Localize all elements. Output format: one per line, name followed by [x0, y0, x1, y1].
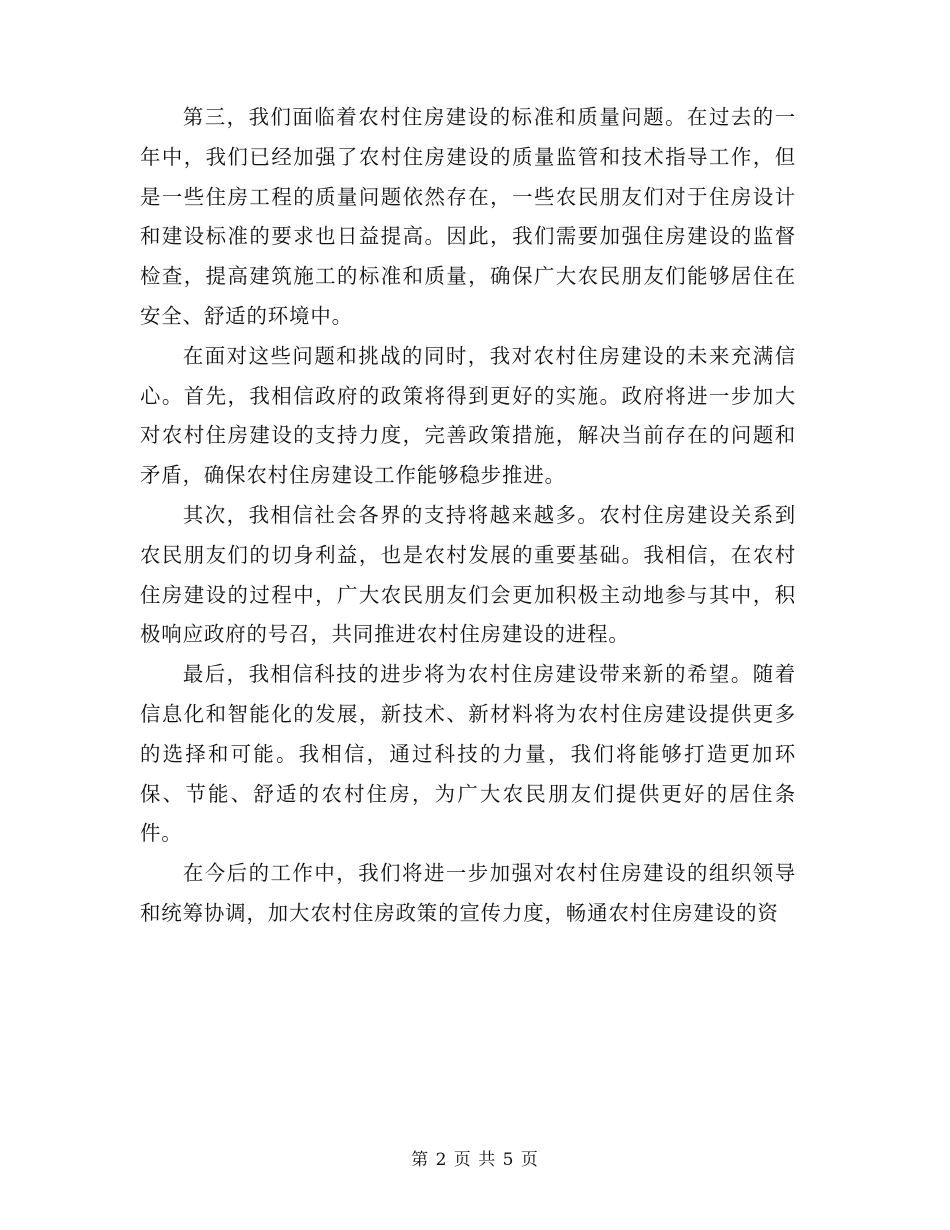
paragraph: 最后，我相信科技的进步将为农村住房建设带来新的希望。随着信息化和智能化的发展，新技术、新材料将为农村住房建设提供更多的选择和可能。我相信，通过科技的力量，我们将能够打造更加环保、节能、舒适的农村住房，为广大农民朋友们提供更好的居住条件。 — [140, 662, 796, 846]
paragraph: 第三，我们面临着农村住房建设的标准和质量问题。在过去的一年中，我们已经加强了农村住房建设的质量监管和技术指导工作，但是一些住房工程的质量问题依然存在，一些农民朋友们对于住房设计和建设标准的要求也日益提高。因此，我们需要加强住房建设的监督检查，提高建筑施工的标准和质量，确保广大农民朋友们能够居住在安全、舒适的环境中。 — [140, 105, 796, 328]
paragraph: 在今后的工作中，我们将进一步加强对农村住房建设的组织领导和统筹协调，加大农村住房政策的宣传力度，畅通农村住房建设的资 — [140, 861, 796, 925]
paragraph: 在面对这些问题和挑战的同时，我对农村住房建设的未来充满信心。首先，我相信政府的政策将得到更好的实施。政府将进一步加大对农村住房建设的支持力度，完善政策措施，解决当前存在的问题和矛盾，确保农村住房建设工作能够稳步推进。 — [140, 343, 796, 488]
document-body — [140, 98, 796, 934]
page-footer: 第 2 页 共 5 页 — [411, 1150, 539, 1170]
paragraph: 其次，我相信社会各界的支持将越来越多。农村住房建设关系到农民朋友们的切身利益，也是农村发展的重要基础。我相信，在农村住房建设的过程中，广大农民朋友们会更加积极主动地参与其中，积极响应政府的号召，共同推进农村住房建设的进程。 — [140, 502, 796, 647]
